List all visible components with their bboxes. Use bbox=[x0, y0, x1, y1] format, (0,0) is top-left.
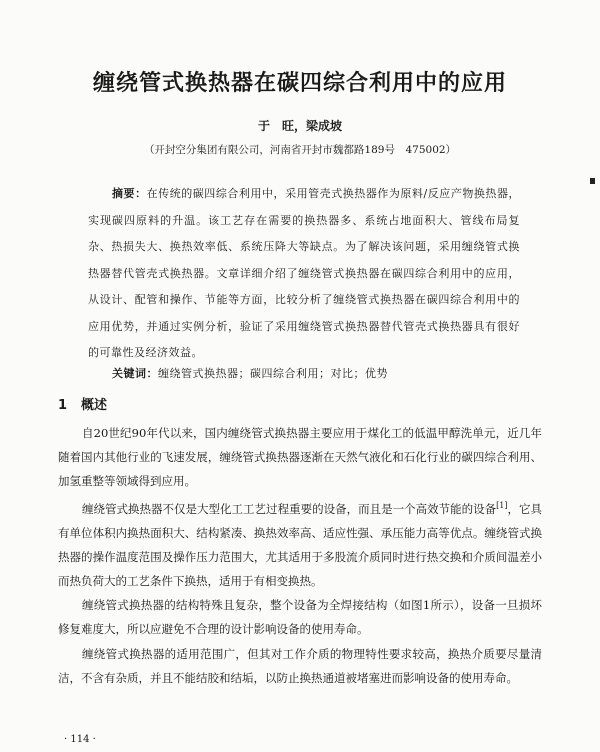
paragraph-text: 缠绕管式换热器的适用范围广，但其对工作介质的物理特性要求较高，换热介质要尽量清洁，不含有杂质，并且不能结胶和结垢，以防止换热通道被堵塞进而影响设备的使用寿命。 bbox=[58, 646, 542, 685]
abstract bbox=[88, 181, 520, 367]
section-number: 1 bbox=[58, 398, 68, 413]
section-title: 概述 bbox=[81, 398, 108, 413]
keywords-label: 关键词： bbox=[112, 367, 158, 380]
paragraph-text: 缠绕管式换热器的结构特殊且复杂，整个设备为全焊接结构（如图1所示），设备一旦损坏修复难度大，所以应避免不合理的设计影响设备的使用寿命。 bbox=[58, 598, 542, 637]
paper-title: 缠绕管式换热器在碳四综合利用中的应用 bbox=[92, 71, 507, 96]
page-number: · 114 · bbox=[64, 734, 96, 745]
citation-ref: [1] bbox=[496, 500, 508, 510]
abstract-label: 摘要： bbox=[112, 187, 147, 200]
keywords bbox=[112, 365, 532, 381]
affiliation: （开封空分集团有限公司，河南省开封市魏都路189号 475002） bbox=[143, 144, 457, 156]
keywords-text: 缠绕管式换热器；碳四综合利用；对比；优势 bbox=[158, 367, 388, 380]
paragraph bbox=[58, 494, 542, 594]
body-text bbox=[58, 421, 542, 690]
authors: 于 旺，梁成坡 bbox=[257, 119, 342, 133]
paragraph bbox=[58, 642, 542, 690]
paragraph bbox=[58, 421, 542, 494]
paragraph bbox=[58, 593, 542, 641]
abstract-text: 在传统的碳四综合利用中，采用管壳式换热器作为原料/反应产物换热器，实现碳四原料的升温。该工艺存在需要的换热器多、系统占地面积大、管线布局复杂、热损失大、换热效率低、系统压降大等缺点。为了解决该问题，采用缠绕管式换热器替代管壳式换热器。文章详细介绍了缠绕管式换热器在碳四综合利用中的应用，从设计、配管和操作、节能等方面，比较分析了缠绕管式换热器在碳四综合利用中的应用优势，并通过实例分析，验证了采用缠绕管式换热器替代管壳式换热器具有很好的可靠性及经济效益。 bbox=[88, 187, 521, 359]
paragraph-text: ，它具有单位体积内换热面积大、结构紧凑、换热效率高、适应性强、承压能力高等优点。缠绕管式换热器的操作温度范围及操作压力范围大，尤其适用于多股流介质同时进行热交换和介质间温差小而热负荷大的工艺条件下换热，适用于有相变换热。 bbox=[58, 501, 542, 589]
scan-mark bbox=[590, 178, 595, 184]
paragraph-text: 自20世纪90年代以来，国内缠绕管式换热器主要应用于煤化工的低温甲醇洗单元，近几年随着国内其他行业的飞速发展，缠绕管式换热器逐渐在天然气液化和石化行业的碳四综合利用、加氢重整等领域得到应用。 bbox=[58, 426, 542, 489]
paragraph-text: 缠绕管式换热器不仅是大型化工工艺过程重要的设备，而且是一个高效节能的设备 bbox=[82, 501, 497, 516]
section-heading bbox=[58, 394, 107, 413]
